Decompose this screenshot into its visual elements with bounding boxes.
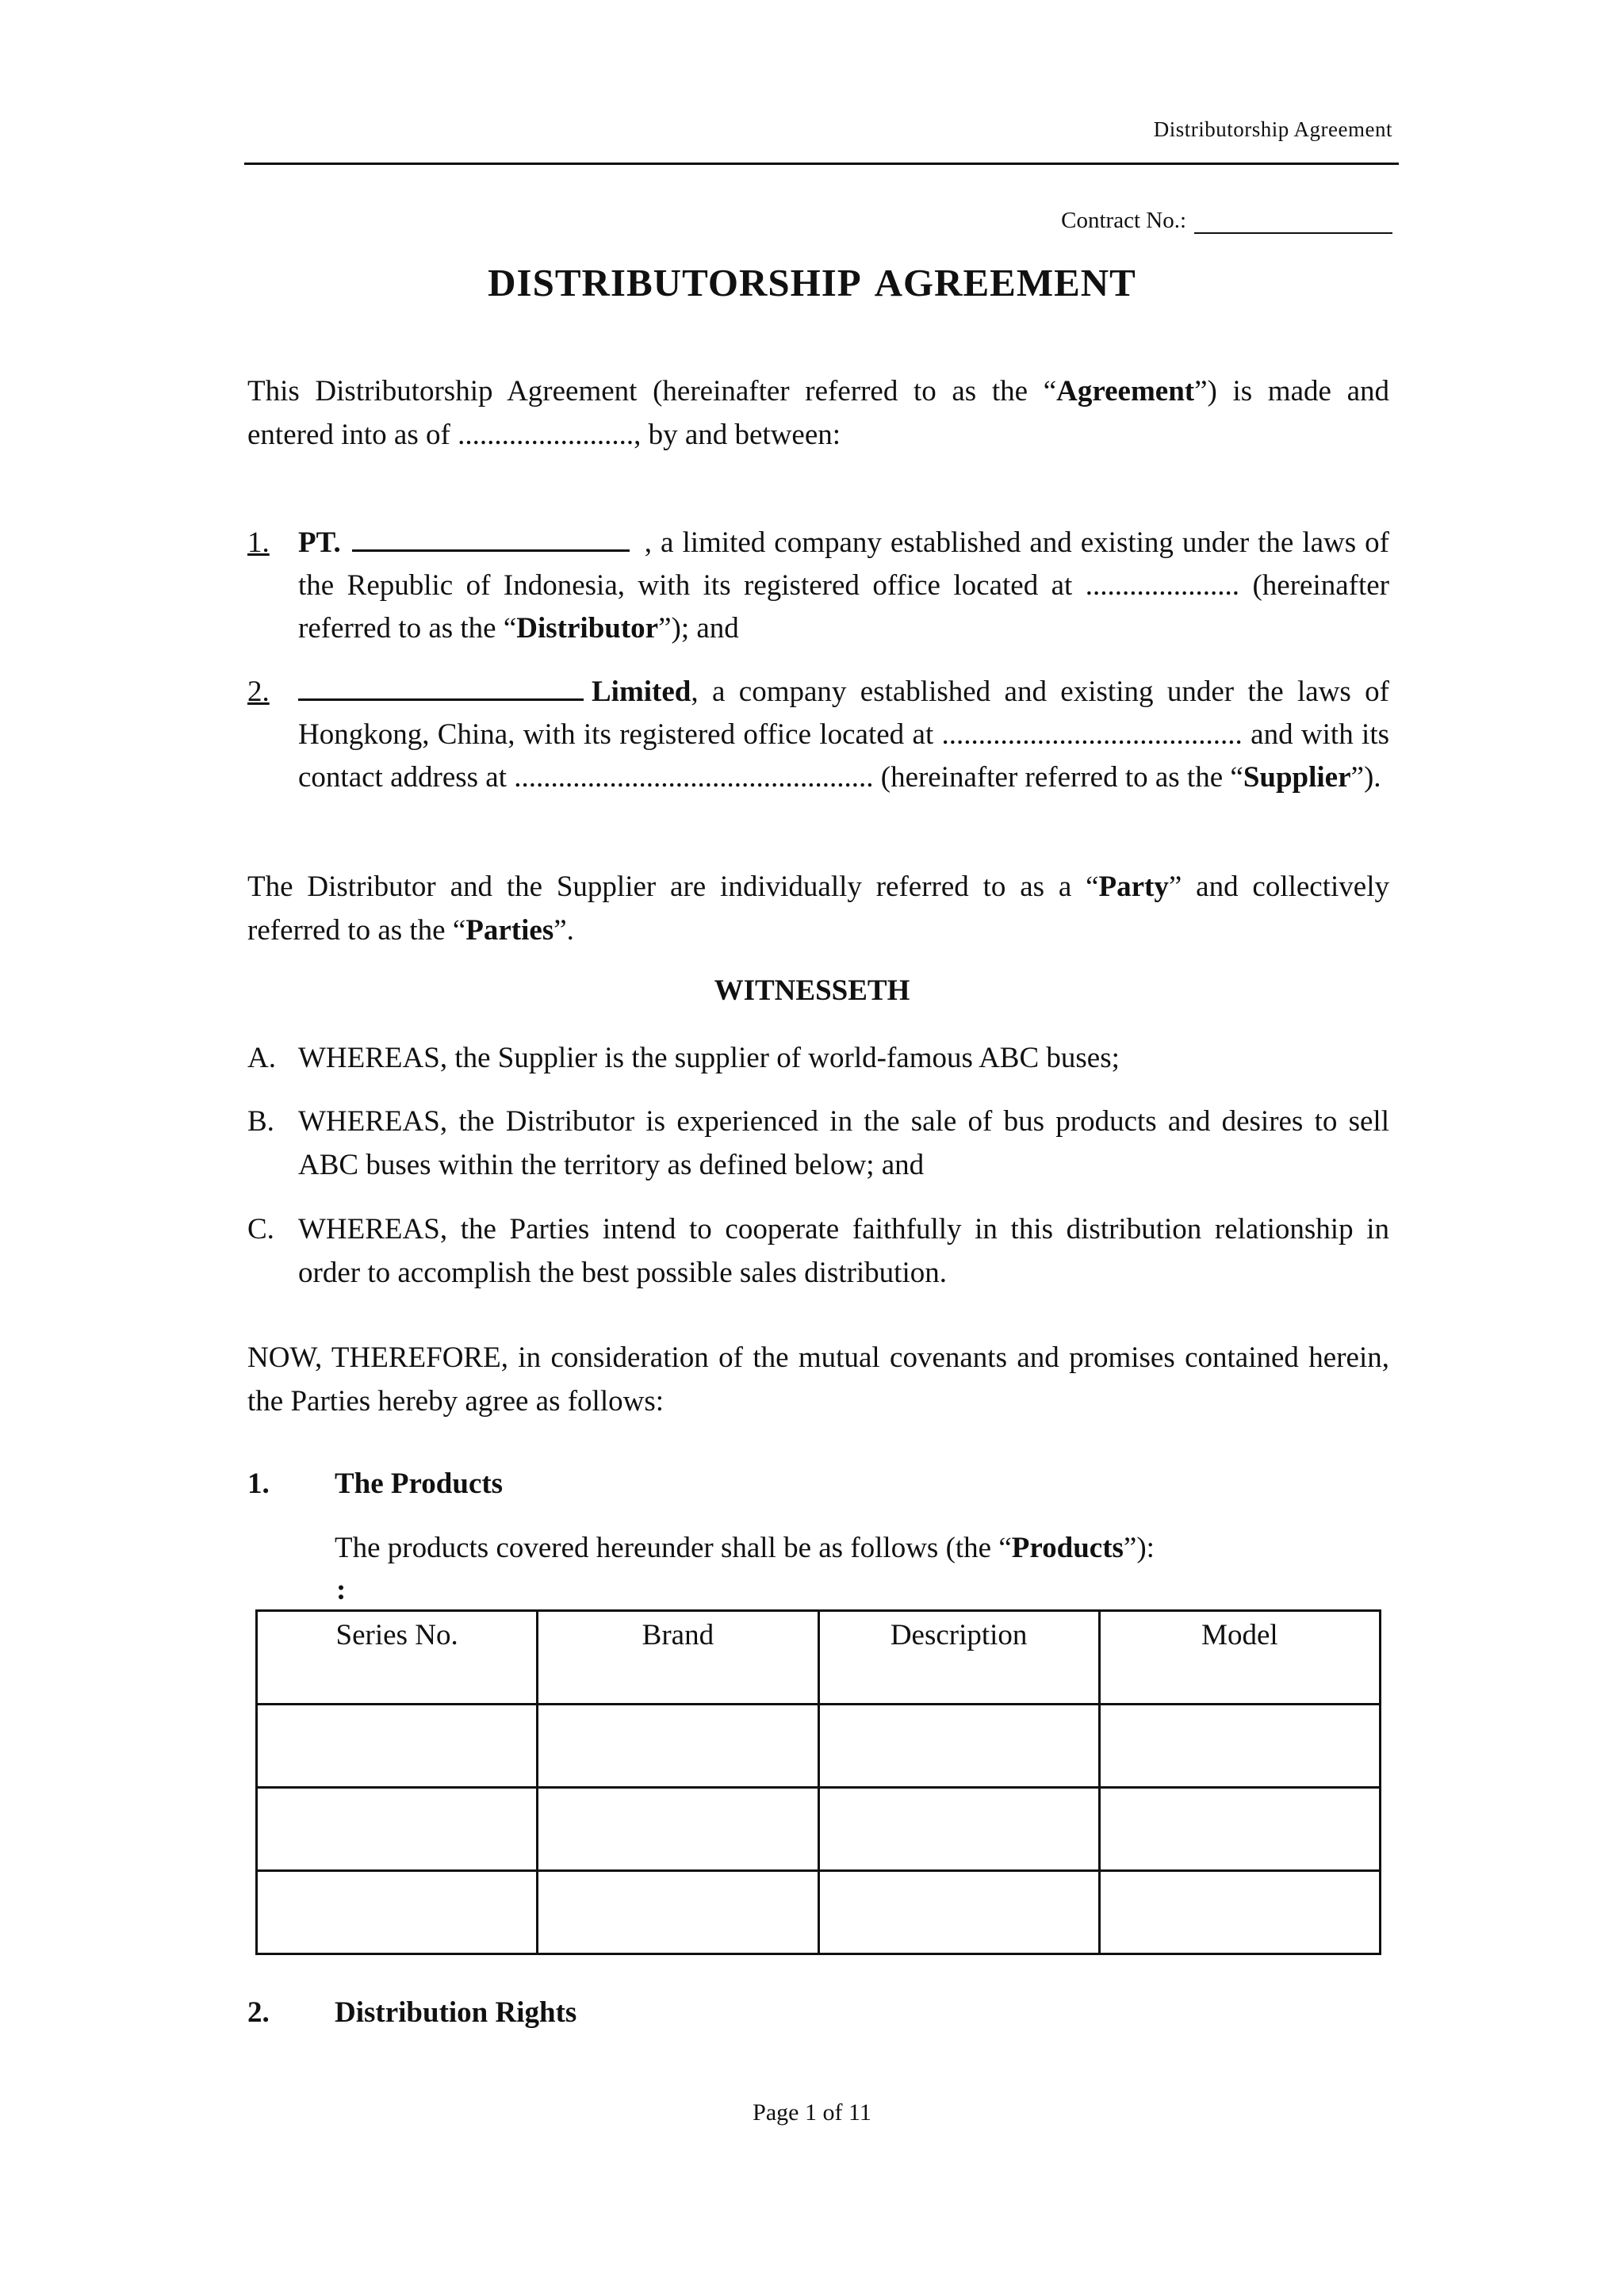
section-title: The Products: [335, 1468, 504, 1500]
table-cell: [538, 1705, 818, 1788]
party-number: 1.: [247, 526, 270, 559]
parties-definition-paragraph: [247, 865, 1389, 952]
table-row: [257, 1871, 1381, 1954]
running-header: Distributorship Agreement: [1153, 117, 1392, 141]
stray-colon: :: [336, 1574, 347, 1606]
party-text: , a limited company established and existing under the laws of the Republic of Indonesia, with its registered office located at ..................... (hereinafter referred to as the “: [298, 526, 1389, 645]
party-number: 2.: [247, 675, 270, 708]
table-row: [257, 1705, 1381, 1788]
table-cell: [538, 1871, 818, 1954]
party-defined-term: Distributor: [516, 612, 659, 645]
products-table: [255, 1609, 1381, 1955]
contract-number: [1061, 208, 1392, 234]
intro-defined-term: Agreement: [1056, 375, 1195, 408]
recital-a: [247, 1036, 1389, 1080]
table-cell: [538, 1788, 818, 1871]
products-text: The products covered hereunder shall be as follows (the “: [335, 1532, 1012, 1564]
party-name-blank: [298, 672, 584, 701]
intro-paragraph: [247, 369, 1389, 457]
column-header-series-no: Series No.: [257, 1611, 538, 1705]
column-header-description: Description: [818, 1611, 1099, 1705]
products-text-end: ”):: [1123, 1532, 1155, 1564]
recital-letter: B.: [247, 1105, 274, 1138]
contract-number-blank: [1194, 210, 1392, 234]
products-defined-term: Products: [1011, 1532, 1124, 1564]
table-cell: [1099, 1705, 1380, 1788]
table-cell: [257, 1788, 538, 1871]
intro-text-start: This Distributorship Agreement (hereinafter referred to as the “: [247, 375, 1057, 408]
table-cell: [818, 1705, 1099, 1788]
section-title: Distribution Rights: [335, 1996, 577, 2029]
table-header-row: [257, 1611, 1381, 1705]
defined-term-parties: Parties: [465, 914, 554, 947]
recital-b: [247, 1100, 1389, 1187]
document-title: DISTRIBUTORSHIP AGREEMENT: [488, 261, 1136, 304]
table-cell: [257, 1871, 538, 1954]
contract-number-label: Contract No.:: [1061, 208, 1186, 233]
column-header-model: Model: [1099, 1611, 1380, 1705]
table-cell: [1099, 1871, 1380, 1954]
party-suffix: Limited: [592, 675, 691, 708]
party-text: , a company established and existing under the laws of Hongkong, China, with its registered office located at ......................................... and with its contact address at ................................................. (hereinafter referred to as the “: [298, 675, 1389, 794]
recital-text: WHEREAS, the Supplier is the supplier of world-famous ABC buses;: [298, 1042, 1120, 1074]
page-number: Page 1 of 11: [753, 2099, 871, 2126]
products-intro: [335, 1531, 1155, 1565]
table-cell: [818, 1788, 1099, 1871]
table-cell: [257, 1705, 538, 1788]
section-heading-distribution-rights: [247, 1996, 576, 2030]
party-prefix: PT.: [298, 526, 341, 559]
recital-c: [247, 1207, 1389, 1295]
party-content: [298, 522, 1389, 650]
party-item-distributor: [247, 522, 1389, 650]
witnesseth-heading: WITNESSETH: [714, 974, 910, 1007]
recital-text: WHEREAS, the Distributor is experienced in the sale of bus products and desires to sell ABC buses within the territory as defined below; and: [298, 1105, 1389, 1181]
party-text-end: ”).: [1350, 761, 1381, 794]
recital-letter: A.: [247, 1042, 276, 1074]
party-item-supplier: [247, 671, 1389, 799]
defined-term-party: Party: [1098, 871, 1169, 903]
table-cell: [1099, 1788, 1380, 1871]
section-number: 1.: [247, 1468, 270, 1500]
table-cell: [818, 1871, 1099, 1954]
party-content: [298, 671, 1389, 799]
recital-text: WHEREAS, the Parties intend to cooperate faithfully in this distribution relationship in order to accomplish the best possible sales distribution.: [298, 1213, 1389, 1289]
section-number: 2.: [247, 1996, 270, 2029]
intro-text-end: ”) is made and entered into as of ........................, by and between:: [247, 375, 1389, 451]
recital-letter: C.: [247, 1213, 274, 1246]
parties-text: ”.: [553, 914, 574, 947]
column-header-brand: Brand: [538, 1611, 818, 1705]
parties-text: The Distributor and the Supplier are individually referred to as a “: [247, 871, 1099, 903]
section-heading-products: [247, 1467, 503, 1501]
header-rule: [244, 163, 1399, 165]
party-name-blank: [352, 522, 630, 552]
parties-text: ” and collectively referred to as the “: [247, 871, 1389, 947]
table-row: [257, 1788, 1381, 1871]
party-text-end: ”); and: [658, 612, 739, 645]
now-therefore-paragraph: NOW, THEREFORE, in consideration of the mutual covenants and promises contained herein, the Parties hereby agree as follows:: [247, 1341, 1389, 1418]
party-defined-term: Supplier: [1243, 761, 1351, 794]
